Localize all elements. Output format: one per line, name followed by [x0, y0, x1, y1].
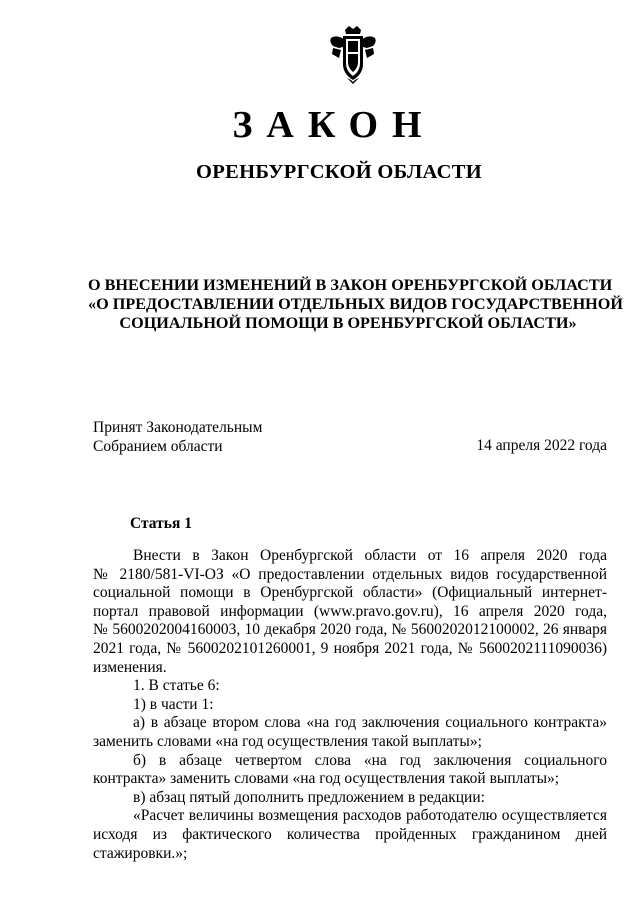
body-line: б) в абзаце четвертом слова «на год заключения социального — [133, 751, 607, 769]
article-heading: Статья 1 — [130, 515, 192, 532]
law-subject — [88, 276, 623, 333]
body-line: 2021 года, № 5600202101260001, 9 ноября 2021 года, № 5600202111090036) — [93, 639, 607, 657]
region-title: ОРЕНБУРГСКОЙ ОБЛАСТИ — [196, 161, 482, 183]
adoption-date: 14 апреля 2022 года — [476, 437, 607, 454]
subject-line: О ВНЕСЕНИИ ИЗМЕНЕНИЙ В ЗАКОН ОРЕНБУРГСКОЙ ОБЛАСТИ — [88, 276, 613, 294]
subject-line: СОЦИАЛЬНОЙ ПОМОЩИ В ОРЕНБУРГСКОЙ ОБЛАСТИ» — [119, 314, 577, 332]
body-line: исходя из фактического количества пройденных гражданином дней — [93, 825, 607, 843]
body-line: социальной помощи в Оренбургской области» (Официальный интернет- — [93, 584, 607, 602]
adopted-by-line: Собранием области — [93, 438, 223, 455]
coat-of-arms-icon — [327, 24, 379, 86]
body-line: контракта» заменить словами «на год осуществления такой выплаты»; — [93, 770, 560, 788]
body-line: портал правовой информации (www.pravo.gov.ru), 16 апреля 2020 года, — [93, 602, 607, 620]
article-body — [93, 547, 607, 863]
body-line: изменения. — [93, 658, 167, 676]
body-line: 1) в части 1: — [133, 695, 214, 713]
body-line: «Расчет величины возмещения расходов работодателю осуществляется — [133, 807, 607, 825]
body-line: 1. В статье 6: — [133, 677, 220, 695]
adopted-by-line: Принят Законодательным — [93, 419, 263, 436]
law-title: ЗАКОН — [232, 104, 436, 146]
body-line: а) в абзаце втором слова «на год заключения социального контракта» — [133, 714, 607, 732]
subject-line: «О ПРЕДОСТАВЛЕНИИ ОТДЕЛЬНЫХ ВИДОВ ГОСУДАРСТВЕННОЙ — [88, 295, 623, 313]
body-line: в) абзац пятый дополнить предложением в редакции: — [133, 788, 485, 806]
body-line: Внести в Закон Оренбургской области от 16 апреля 2020 года — [133, 547, 607, 564]
body-line: № 2180/581-VI-ОЗ «О предоставлении отдельных видов государственной — [93, 565, 607, 583]
body-line: № 5600202004160003, 10 декабря 2020 года, № 5600202012100002, 26 января — [93, 621, 607, 639]
adoption-block — [93, 418, 262, 456]
body-line: заменить словами «на год осуществления такой выплаты»; — [93, 732, 482, 750]
body-line: стажировки.»; — [93, 844, 188, 862]
